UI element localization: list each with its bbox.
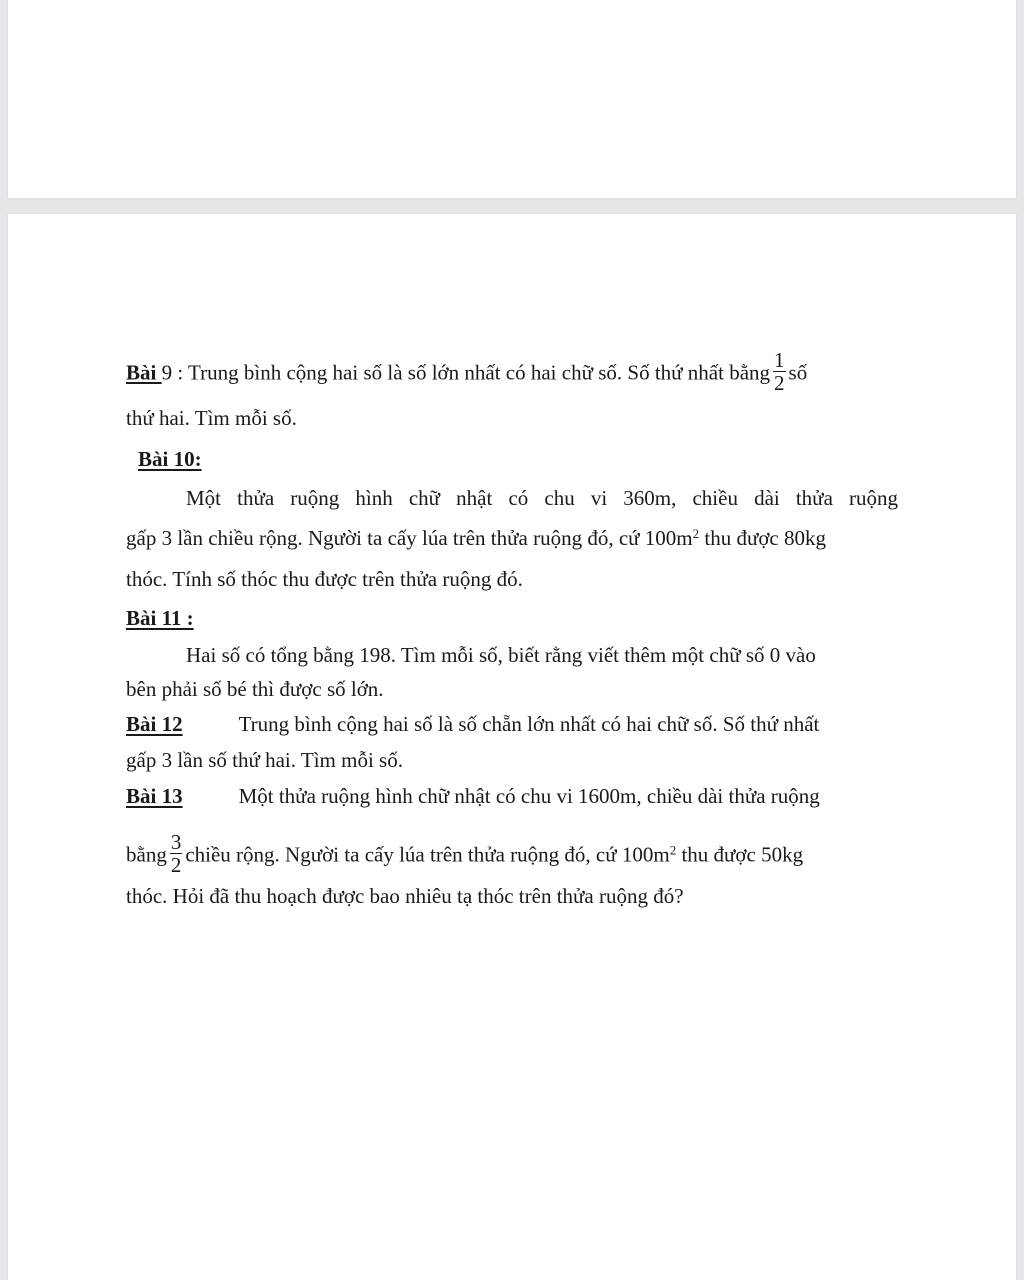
bai9-line1 xyxy=(126,348,808,397)
bai12-line2: gấp 3 lần số thứ hai. Tìm mỗi số. xyxy=(126,748,403,772)
bai9-line2: thứ hai. Tìm mỗi số. xyxy=(126,406,297,430)
bai12-text: Trung bình cộng hai số là số chẵn lớn nhất có hai chữ số. Số thứ nhất xyxy=(238,712,820,736)
bai13-text: Một thửa ruộng hình chữ nhật có chu vi 1600m, chiều dài thửa ruộng xyxy=(238,784,820,808)
bai10-line3: thóc. Tính số thóc thu được trên thửa ruộng đó. xyxy=(126,567,523,591)
bai10-line1: Một thửa ruộng hình chữ nhật có chu vi 360m, chiều dài thửa ruộng xyxy=(186,486,898,510)
bai13-fraction: $\frac{3}{2}$ xyxy=(170,830,182,878)
bai13-line3: thóc. Hỏi đã thu hoạch được bao nhiêu tạ thóc trên thửa ruộng đó? xyxy=(126,884,684,908)
bai10-line2: gấp 3 lần chiều rộng. Người ta cấy lúa trên thửa ruộng đó, cứ $100m^2$ thu được 80kg xyxy=(126,526,827,550)
bai9-fraction: $\frac{1}{2}$ xyxy=(774,348,785,396)
bai12-heading: Bài 12 xyxy=(126,712,183,736)
bai12-line1 xyxy=(126,714,819,735)
document-content xyxy=(8,214,1016,1280)
bai9-text-a: : Trung bình cộng hai số là số lớn nhất có hai chữ số. Số thứ nhất bằng xyxy=(172,360,771,385)
document-page xyxy=(8,214,1016,1280)
bai13-heading: Bài 13 xyxy=(126,784,183,808)
previous-page xyxy=(8,0,1016,198)
bai11-heading: Bài 11 : xyxy=(126,606,194,630)
bai9-number: 9 xyxy=(161,360,173,385)
bai11-line2: bên phải số bé thì được số lớn. xyxy=(126,677,384,701)
bai10-heading: Bài 10: xyxy=(138,447,202,471)
bai13-line1 xyxy=(126,786,820,807)
bai9-text-b: số xyxy=(788,360,808,385)
bai9-heading: Bài xyxy=(126,360,162,385)
bai13-line2: bằng $\frac{3}{2}$ chiều rộng. Người ta cấy lúa trên thửa ruộng đó, cứ $100m^2$ thu được 50kg xyxy=(126,830,804,878)
bai11-line1: Hai số có tổng bằng 198. Tìm mỗi số, biết rằng viết thêm một chữ số 0 vào xyxy=(186,643,816,667)
